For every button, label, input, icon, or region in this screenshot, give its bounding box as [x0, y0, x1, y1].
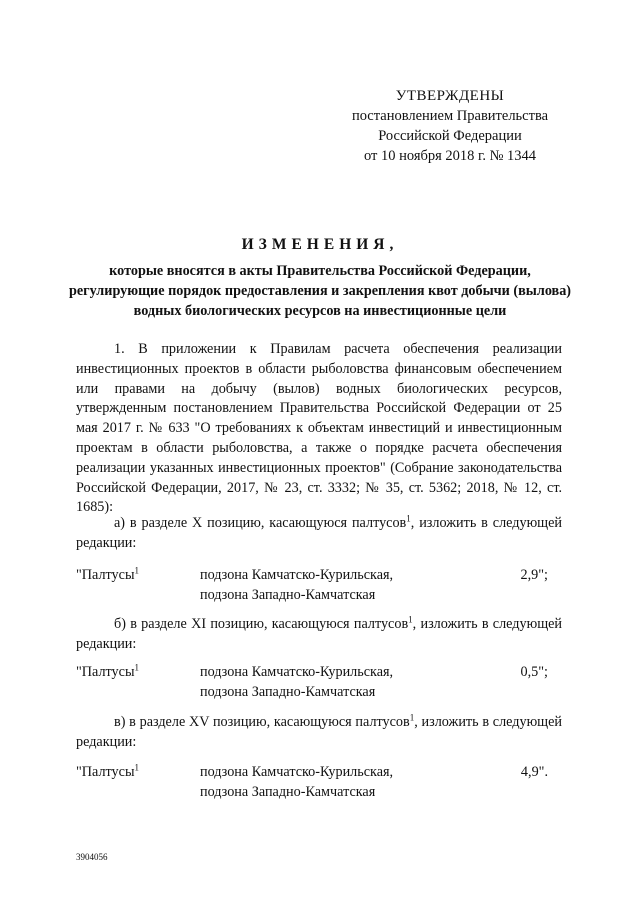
- item-b-entry-name: [76, 663, 139, 683]
- item-a-paragraph: [76, 514, 562, 554]
- item-c-value: 4,9".: [520, 764, 548, 780]
- item-c-entry-footnote: 1: [134, 762, 139, 773]
- item-c-footnote-mark: 1: [409, 712, 415, 723]
- approval-line-3: от 10 ноября 2018 г. № 1344: [363, 148, 537, 164]
- item-b-zone-1: подзона Камчатско-Курильская,: [200, 664, 394, 680]
- item-c-entry-name: [76, 763, 139, 783]
- footer-document-code: 3904056: [76, 852, 108, 862]
- item-a-footnote-mark: 1: [406, 513, 411, 524]
- approval-block: [330, 86, 570, 166]
- item-b-value: 0,5";: [520, 664, 548, 680]
- item-a-entry: [76, 566, 562, 606]
- item-b-lead: б) в разделе XI позицию, касающуюся палтусов: [114, 616, 409, 632]
- item-a-entry-footnote: 1: [134, 565, 139, 576]
- item-a-value: 2,9";: [520, 567, 548, 583]
- document-title: ИЗМЕНЕНИЯ,: [241, 236, 399, 253]
- item-b-entry-name-text: "Палтусы: [76, 664, 135, 680]
- approval-heading: УТВЕРЖДЕНЫ: [395, 88, 505, 104]
- item-b-zones: [200, 663, 393, 703]
- item-b-tail: , изложить в следующей редакции:: [76, 616, 563, 652]
- item-c-lead: в) в разделе XV позицию, касающуюся палтусов: [114, 714, 410, 730]
- item-c-zone-1: подзона Камчатско-Курильская,: [200, 764, 394, 780]
- item-b-paragraph: [76, 615, 562, 655]
- paragraph-1: 1. В приложении к Правилам расчета обеспечения реализации инвестиционных проектов в области рыболовства финансовым обеспечением или правами на добычу (вылов) водных биологических ресурсов, утвержденным постановлением Правительства Российской Федерации от 25 мая 2017 г. № 633 "О требованиях к объектам инвестиций и инвестиционным проектам в области рыболовства, а также о порядке расчета обеспечения реализации указанных инвестиционных проектов" (Собрание законодательства Российской Федерации, 2017, № 23, ст. 3332; № 35, ст. 5362; 2018, № 12, ст. 1685):: [76, 341, 562, 516]
- item-a-lead: а) в разделе X позицию, касающуюся палтусов: [114, 515, 407, 531]
- item-a-tail: , изложить в следующей редакции:: [76, 515, 562, 551]
- item-a-entry-name-text: "Палтусы: [76, 567, 135, 583]
- item-b-zone-2: подзона Западно-Камчатская: [200, 683, 376, 700]
- document-subtitle: которые вносятся в акты Правительства Российской Федерации, регулирующие порядок предоставления и закрепления квот добычи (вылова) водных биологических ресурсов на инвестиционные цели: [68, 263, 572, 319]
- item-b-entry-footnote: 1: [134, 662, 139, 673]
- item-c-zones: [200, 763, 393, 803]
- item-a-zone-1: подзона Камчатско-Курильская,: [200, 567, 394, 583]
- item-c-entry: [76, 763, 562, 803]
- item-b-footnote-mark: 1: [408, 614, 413, 625]
- item-a-zones: [200, 566, 393, 606]
- item-c-tail: , изложить в следующей редакции:: [76, 714, 562, 750]
- item-a-zone-2: подзона Западно-Камчатская: [200, 586, 376, 603]
- item-c-paragraph: [76, 713, 562, 753]
- approval-line-1: постановлением Правительства: [351, 108, 549, 124]
- item-a-entry-name: [76, 566, 139, 586]
- item-b-entry: [76, 663, 562, 703]
- item-c-entry-name-text: "Палтусы: [76, 764, 135, 780]
- approval-line-2: Российской Федерации: [378, 128, 522, 144]
- item-c-zone-2: подзона Западно-Камчатская: [200, 783, 376, 800]
